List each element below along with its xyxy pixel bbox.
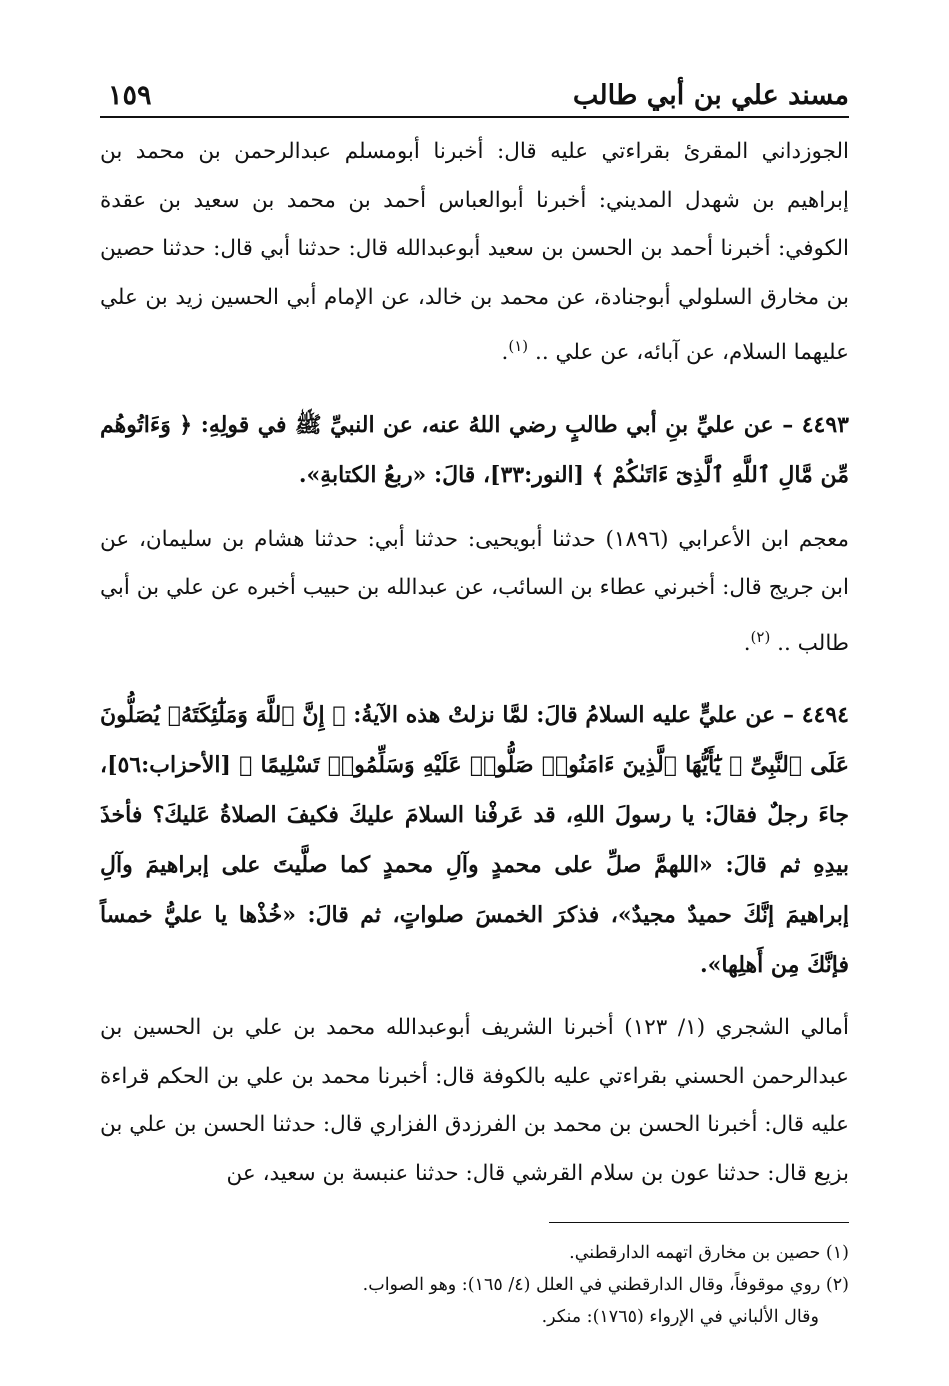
book-page [100,76,849,1333]
hadith-tail-4493: [النور:٣٣]، قالَ: «ربعُ الكتابةِ». [298,461,585,488]
running-title: مسند علي بن أبي طالب [572,80,849,111]
footnote-separator [549,1222,849,1223]
quran-verse-4494: ﴿ إِنَّ ٱللَّهَ وَمَلَٰٓئِكَتَهُۥ يُصَلُّونَ عَلَى ٱلنَّبِىِّ ۚ يَٰٓأَيُّهَا ٱلَّذِينَ ءَامَنُوا۟ صَلُّوا۟ عَلَيْهِ وَسَلِّمُوا۟ تَسْلِيمًا ﴾ [100,702,849,779]
source-paragraph-4493: معجم ابن الأعرابي (١٨٩٦) حدثنا أبويحيى: حدثنا أبي: حدثنا هشام بن سليمان، عن ابن جريج قال: أخبرني عطاء بن السائب، عن عبدالله بن حبيب أخبره عن علي بن أبي طالب .. $^{(٢)}$. [100,526,849,656]
footnote-2: (٢) روي موقوفاً، وقال الدارقطني في العلل (٤/ ١٦٥): وهو الصواب. [362,1275,849,1296]
hadith-tail-4494: [الأحزاب:٥٦]، جاءَ رجلٌ فقالَ: يا رسولَ اللهِ، قد عَرفْنا السلامَ عليكَ فكيفَ الصلاةُ عَليكَ؟ فأخذَ بيدِهِ ثم قالَ: «اللهمَّ صلِّ على محمدٍ وآلِ محمدٍ كما صلَّيتَ على إبراهيمَ وآلِ إبراهيمَ إنَّكَ حميدٌ مجيدٌ»، فذكرَ الخمسَ صلواتٍ، ثم قالَ: «خُذْها يا عليُّ خمساً فإنَّكَ مِن أَهلِها». [100,752,849,979]
hadith-4493 [100,400,849,500]
footnotes [100,1237,849,1333]
hadith-4494 [100,690,849,990]
footnote-ref-1: (١) [508,337,529,355]
hadith-number-4493: ٤٤٩٣ – [782,411,849,438]
isnad-paragraph-1: الجوزداني المقرئ بقراءتي عليه قال: أخبرنا أبومسلم عبدالرحمن بن محمد بن إبراهيم بن شهدل المديني: أخبرنا أبوالعباس أحمد بن محمد بن سعيد بن عقدة الكوفي: أخبرنا أحمد بن الحسن بن سعيد أبوعبدالله قال: حدثنا أبي قال: حدثنا حصين بن مخارق السلولي أبوجنادة، عن محمد بن خالد، عن الإمام أبي الحسين زيد بن علي عليهما السلام، عن آبائه، عن علي .. $^{(١)}$. [100,139,849,366]
source-text-4493: معجم ابن الأعرابي (١٨٩٦) حدثنا أبويحيى: حدثنا أبي: حدثنا هشام بن سليمان، عن ابن جريج قال: أخبرني عطاء بن السائب، عن عبدالله بن حبيب أخبره عن علي بن أبي طالب .. [100,526,849,656]
footnote-1: (١) حصين بن مخارق اتهمه الدارقطني. [569,1243,849,1264]
quran-verse-4493: ﴿ وَءَاتُوهُم مِّن مَّالِ ٱللَّهِ ٱلَّذِىٓ ءَاتَىٰكُمْ ﴾ [100,411,849,488]
hadith-number-4494: ٤٤٩٤ – [782,702,849,729]
footnote-2-continuation: وقال الألباني في الإرواء (١٧٦٥): منكر. [541,1307,819,1328]
running-header [100,76,849,118]
source-text-4494: أمالي الشجري (١/ ١٢٣) أخبرنا الشريف أبوعبدالله محمد بن علي بن الحسين بن عبدالرحمن الحسني بقراءتي عليه بالكوفة قال: أخبرنا محمد بن علي بن الحكم قراءة عليه قال: أخبرنا الحسن بن محمد بن الفرزدق الفزاري قال: حدثنا الحسن بن علي بن بزيع قال: حدثنا عون بن سلام القرشي قال: حدثنا عنبسة بن سعيد، عن [100,1015,850,1186]
source-paragraph-4494 [100,1004,849,1198]
isnad-text-1: الجوزداني المقرئ بقراءتي عليه قال: أخبرنا أبومسلم عبدالرحمن بن محمد بن إبراهيم بن شهدل المديني: أخبرنا أبوالعباس أحمد بن محمد بن سعيد بن عقدة الكوفي: أخبرنا أحمد بن الحسن بن سعيد أبوعبدالله قال: حدثنا أبي قال: حدثنا حصين بن مخارق السلولي أبوجنادة، عن محمد بن خالد، عن الإمام أبي الحسين زيد بن علي عليهما السلام، عن آبائه، عن علي .. [100,139,849,366]
footnote-ref-2: (٢) [750,627,771,646]
hadith-text-4493: عن عليِّ بنِ أبي طالبٍ رضي اللهُ عنه، عن النبيِّ ﷺ في قولِهِ: [200,411,774,438]
page-number: ١٥٩ [108,80,152,111]
hadith-text-4494: عن عليٍّ عليه السلامُ قالَ: لمَّا نزلتْ هذه الآيةُ: [353,702,776,729]
